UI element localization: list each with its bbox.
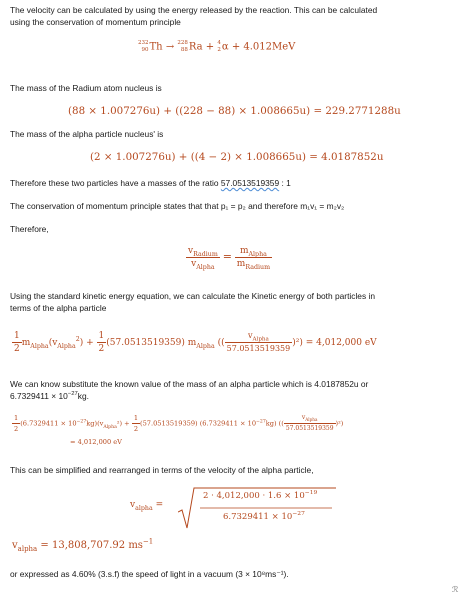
corner-mark-icon: ℛ	[452, 585, 459, 594]
substituted-energy-equation: $\frac{1}{2}$ $(6.7329411 \times 10^{-27}kg)(v_{Alpha}^2)$ + $\frac{1}{2}$ (57.0513519359) $(6.7329411 \times 10^{-27}kg)$ (( $\frac{v_{Alpha}}{57.0513519359}$ )²)	[14, 414, 344, 433]
mass-ratio-fraction: $\frac{m_{Alpha}}{m_{Radium}}$	[236, 246, 271, 271]
velocity-result: $v_{alpha} = 13,808,707.92$ $ms^{-1}$	[12, 537, 154, 553]
substitute-line-2: $6.7329411 \times 10^{-27}kg$.	[10, 391, 89, 401]
alpha-label: The mass of the alpha particle nucleus' is	[10, 129, 164, 139]
ra-nucleon-numbers: 228 88	[177, 40, 188, 53]
ra-symbol: Ra	[188, 41, 203, 53]
reaction-arrow: →	[165, 41, 175, 53]
final-sentence: or expressed as 4.60% (3.s.f) the speed of light in a vacuum (3 × 10⁸ms⁻¹).	[10, 569, 289, 579]
intro-line-1: The velocity can be calculated by using the energy released by the reaction. This can be calculated	[10, 5, 378, 15]
therefore-label: Therefore,	[10, 224, 49, 234]
velocity-denominator: $6.7329411 \times 10^{-27}$	[223, 510, 305, 522]
th-symbol: Th	[149, 41, 163, 53]
alpha-symbol: α	[221, 41, 229, 53]
ke-line-1: Using the standard kinetic energy equation, we can calculate the Kinetic energy of both particles in	[10, 291, 375, 301]
intro-line-2: using the conservation of momentum principle	[10, 17, 181, 27]
radium-label: The mass of the Radium atom nucleus is	[10, 83, 162, 93]
substitute-line-1: We can know substitute the known value of the mass of an alpha particle which is 4.0187852u or	[10, 379, 369, 389]
th-nucleon-numbers: 232 90	[138, 40, 149, 53]
velocity-ratio-fraction: $\frac{v_{Radium}}{v_{Alpha}}$	[188, 246, 218, 271]
reaction-energy: + 4.012MeV	[231, 41, 296, 53]
ke-line-2: terms of the alpha particle	[10, 303, 107, 313]
ratio-sentence: Therefore these two particles have a masses of the ratio 57.0513519359 : 1	[10, 178, 291, 188]
velocity-numerator: $2 \cdot 4,012,000 \cdot 1.6 \times 10^{-19}$	[203, 489, 318, 501]
velocity-equation-lhs: $v_{alpha}$ =	[130, 500, 164, 512]
radium-mass-equation: (88 × 1.007276u) + ((228 − 88) × 1.008665u) = 229.2771288u	[68, 105, 401, 117]
ratio-value: 57.0513519359	[220, 178, 280, 188]
alpha-mass-equation: (2 × 1.007276u) + ((4 − 2) × 1.008665u) = 4.0187852u	[90, 151, 384, 163]
reaction-equation: 232 90 Th → 228 88 Ra + 4 2 α + 4.012MeV	[138, 40, 296, 53]
substituted-energy-result: = 4,012,000 eV	[70, 438, 122, 446]
kinetic-energy-equation: $\frac{1}{2}$ $m_{Alpha}(v_{Alpha}^2)$ + $\frac{1}{2}$ (57.0513519359) $m_{Alpha}$ (( $\frac{v_{Alpha}}{57.0513519359}$ )²) = 4,012,000 eV	[14, 331, 377, 354]
velocity-mass-ratio-equation: $\frac{v_{Radium}}{v_{Alpha}}$ = $\frac{m_{Alpha}}{m_{Radium}}$	[188, 246, 271, 271]
rearrange-sentence: This can be simplified and rearranged in terms of the velocity of the alpha particle,	[10, 465, 314, 475]
momentum-sentence: The conservation of momentum principle states that that p₁ = p₂ and therefore m₁v₁ = m₂v₂	[10, 201, 345, 211]
alpha-nucleon-numbers: 4 2	[217, 40, 221, 53]
